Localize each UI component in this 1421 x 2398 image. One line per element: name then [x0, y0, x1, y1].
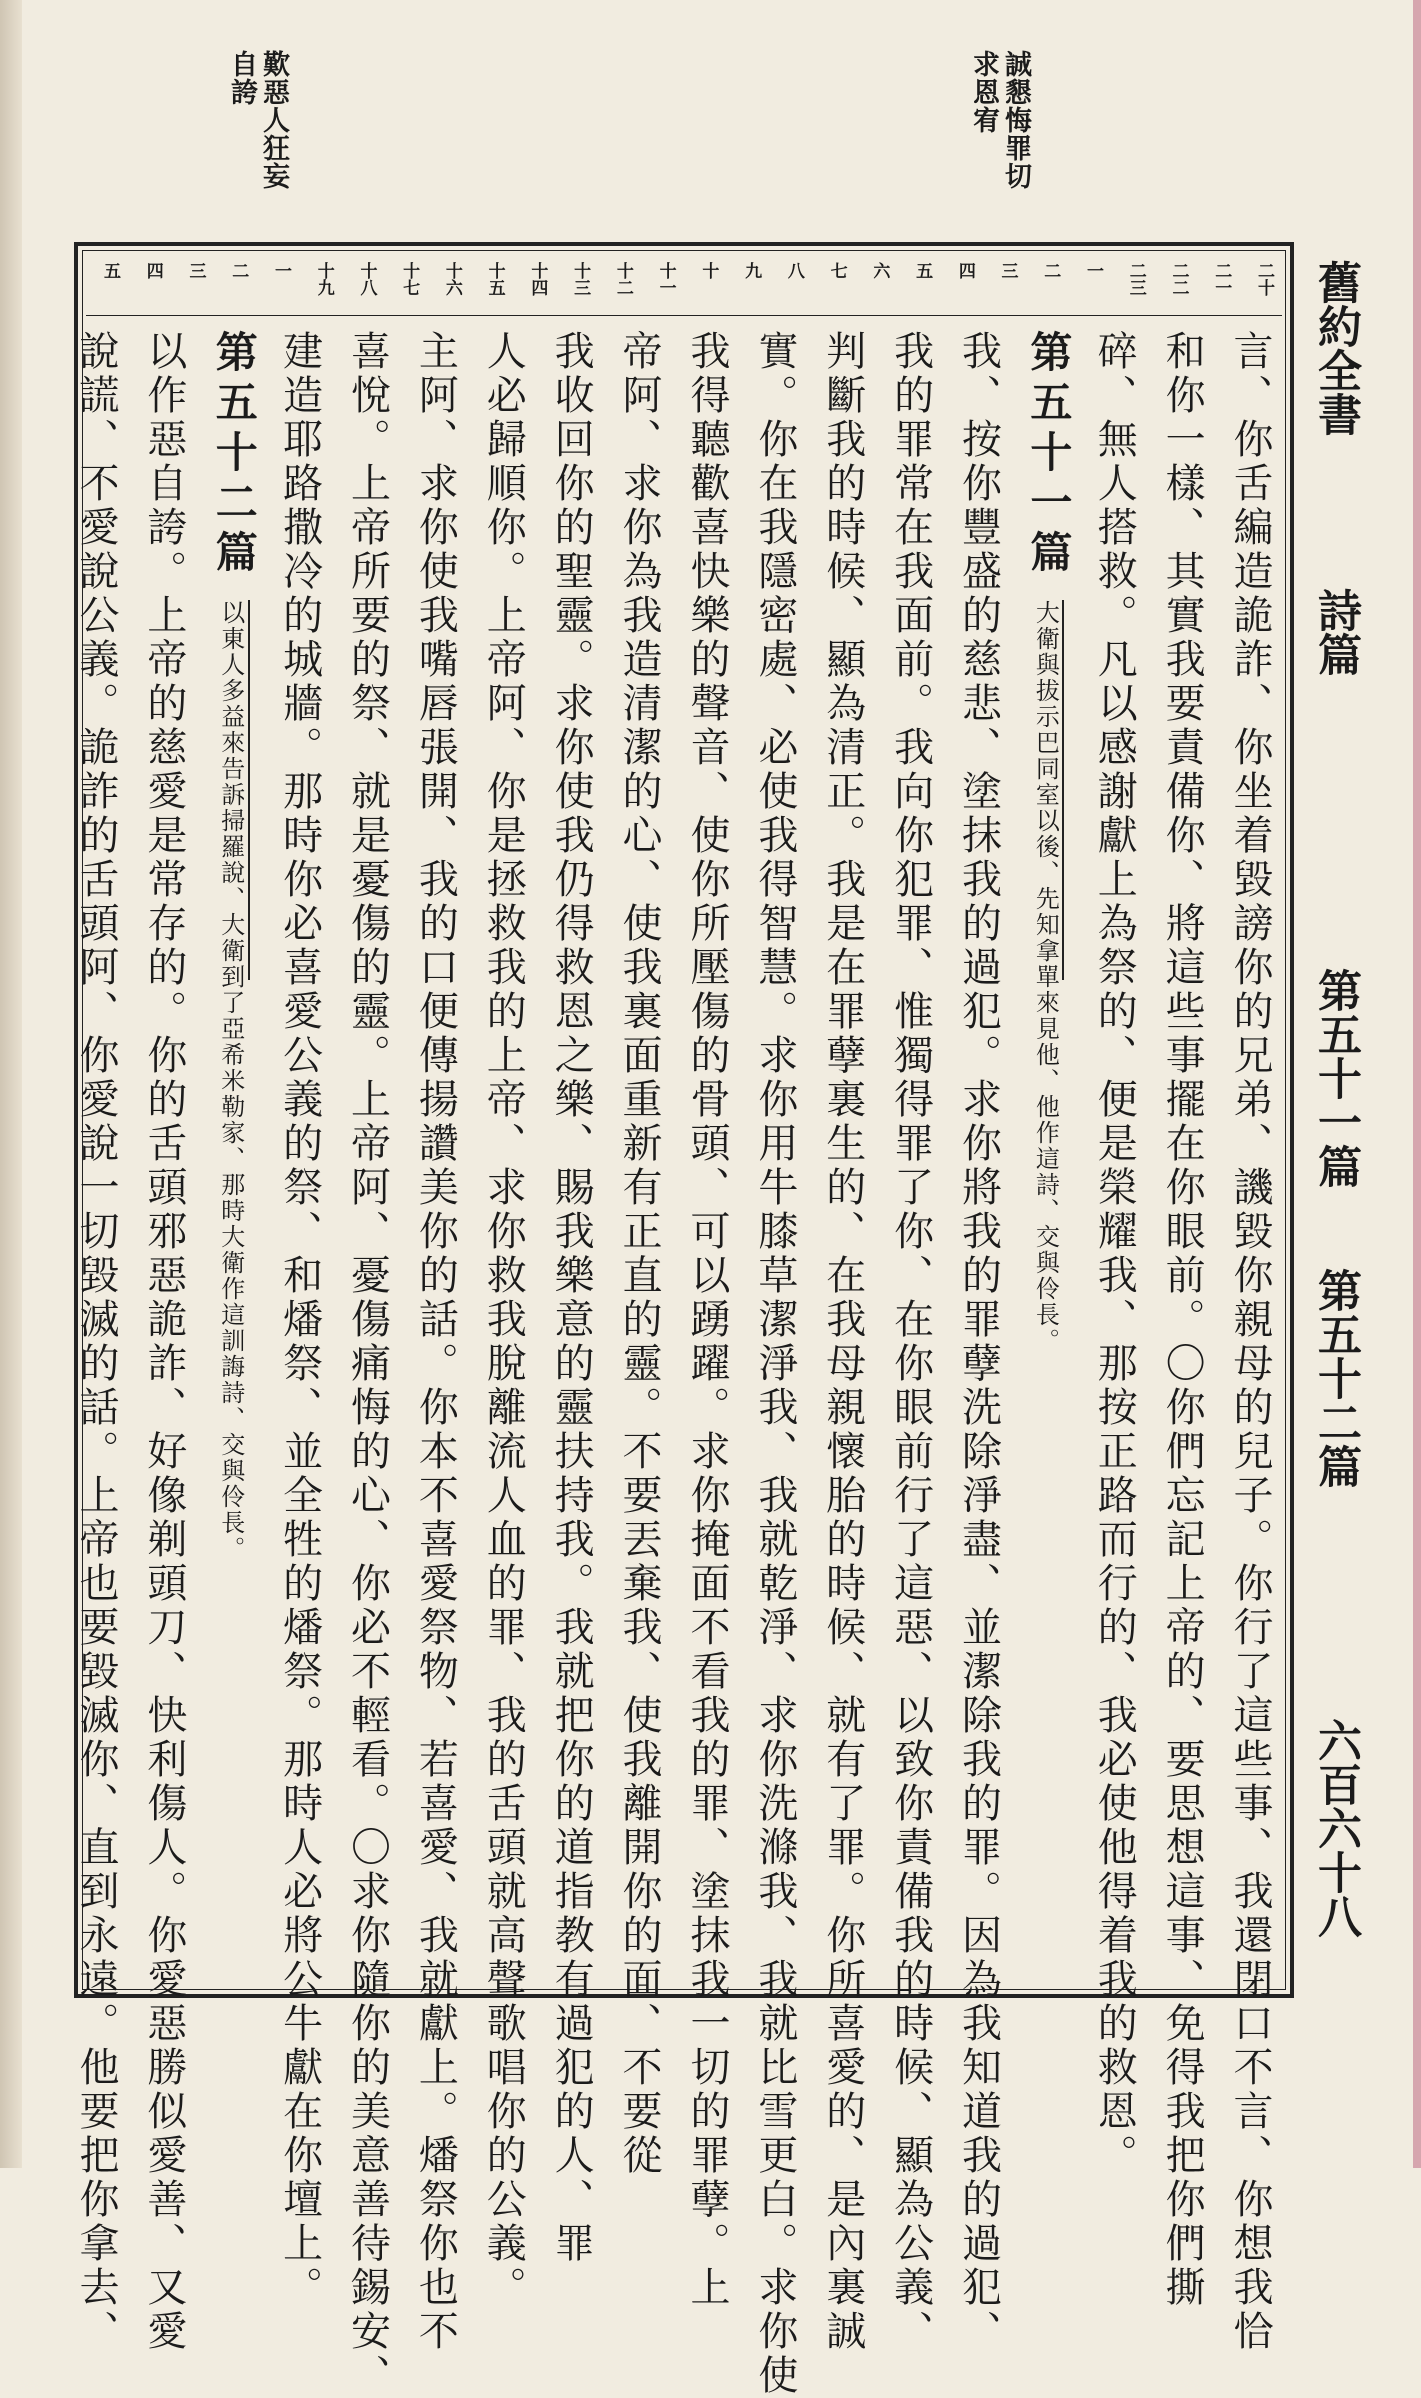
scripture-column: 主阿、求你使我嘴唇張開、我的口便傳揚讚美你的話。你本不喜愛祭物、若喜愛、我就獻上。燔祭你也不 — [412, 330, 459, 2354]
scripture-column: 說謊、不愛說公義。詭詐的舌頭阿、你愛說一切毀滅的話。上帝也要毀滅你、直到永遠。他要把你拿去、 — [73, 330, 119, 2354]
verse-number: 四 — [954, 262, 975, 279]
verse-number: 十四 — [527, 262, 548, 296]
book-name: 詩篇 — [1310, 588, 1361, 676]
verse-number: 十一 — [655, 262, 676, 296]
chapter-range-end: 第五十二篇 — [1310, 1268, 1361, 1488]
verse-number: 三 — [185, 262, 206, 279]
superscription-rule — [1062, 600, 1064, 980]
verse-number: 十九 — [313, 262, 334, 296]
verse-number: 十八 — [356, 262, 377, 296]
psalm-superscription: 大衛與拔示巴同室以後、先知拿單來見他、他作這詩、交與伶長。 — [1031, 600, 1060, 1354]
verse-number: 二十 — [1254, 262, 1274, 296]
verse-number: 二二 — [1168, 262, 1189, 296]
margin-note-line: 求恩宥 — [968, 50, 999, 134]
verse-number: 二 — [228, 262, 249, 279]
book-title: 舊約全書 — [1310, 260, 1361, 436]
psalm-superscription: 以東人多益來告訴掃羅說、大衛到了亞希米勒家、那時大衛作這訓誨詩、交與伶長。 — [216, 600, 245, 1562]
margin-note-psalm-51-line2 — [968, 50, 998, 134]
page-edge — [1413, 0, 1421, 2168]
verse-number: 六 — [869, 262, 890, 279]
scripture-column: 以作惡自誇。上帝的慈愛是常存的。你的舌頭邪惡詭詐、好像剃頭刀、快利傷人。你愛惡勝似愛善、又愛 — [140, 330, 187, 2354]
scripture-column: 人必歸順你。上帝阿、你是拯救我的上帝、求你救我脫離流人血的罪、我的舌頭就高聲歌唱你的公義。 — [480, 330, 527, 2310]
scripture-column: 判斷我的時候、顯為清正。我是在罪孽裏生的、在我母親懷胎的時候、就有了罪。你所喜愛的、是內裏誠 — [819, 330, 866, 2354]
superscription-rule — [248, 600, 250, 980]
scripture-column: 我得聽歡喜快樂的聲音、使你所壓傷的骨頭、可以踴躍。求你掩面不看我的罪、塗抹我一切的罪孽。上 — [683, 330, 730, 2310]
page-gutter — [0, 0, 22, 2168]
scripture-column: 我收回你的聖靈。求你使我仍得救恩之樂、賜我樂意的靈扶持我。我就把你的道指教有過犯的人、罪 — [548, 330, 595, 2266]
verse-number: 十七 — [399, 262, 420, 296]
psalm-heading: 第五十一篇 — [1024, 330, 1074, 580]
verse-number: 十二 — [612, 262, 633, 296]
verse-number: 二一 — [1211, 262, 1232, 296]
scripture-column: 我、按你豐盛的慈悲、塗抹我的過犯。求你將我的罪孽洗除淨盡、並潔除我的罪。因為我知道我的過犯、 — [955, 330, 1002, 2354]
scripture-column: 我的罪常在我面前。我向你犯罪、惟獨得罪了你、在你眼前行了這惡、以致你責備我的時候、顯為公義、 — [887, 330, 934, 2354]
scripture-column: 和你一樣、其實我要責備你、將這些事擺在你眼前。〇你們忘記上帝的、要思想這事、免得我把你們撕 — [1159, 330, 1206, 2310]
chapter-range-start: 第五十一篇 — [1310, 968, 1361, 1188]
margin-note-psalm-51 — [1000, 50, 1030, 190]
margin-note-line: 誠懇悔罪切 — [1000, 50, 1031, 190]
margin-note-line: 自誇 — [226, 50, 257, 106]
verse-number: 五 — [100, 262, 120, 279]
psalm-heading: 第五十二篇 — [209, 330, 259, 580]
margin-note-line: 歎惡人狂妄 — [258, 50, 289, 190]
verse-number: 一 — [1083, 262, 1104, 279]
verse-number: 十 — [698, 262, 719, 279]
verse-number: 二三 — [1125, 262, 1146, 296]
scripture-column: 實。你在我隱密處、必使我得智慧。求你用牛膝草潔淨我、我就乾淨、求你洗滌我、我就比雪更白。求你使 — [751, 330, 798, 2398]
verse-number: 十五 — [484, 262, 505, 296]
verse-number: 八 — [783, 262, 804, 279]
verse-number: 二 — [1040, 262, 1061, 279]
verse-number: 三 — [997, 262, 1018, 279]
scripture-column: 喜悅。上帝所要的祭、就是憂傷的靈。上帝阿、憂傷痛悔的心、你必不輕看。〇求你隨你的美意善待錫安、 — [344, 330, 391, 2398]
verse-number: 五 — [912, 262, 933, 279]
scripture-column: 言、你舌編造詭詐、你坐着毀謗你的兄弟、譏毀你親母的兒子。你行了這些事、我還閉口不言、你想我恰 — [1227, 330, 1273, 2354]
verse-number: 七 — [826, 262, 847, 279]
scripture-column: 帝阿、求你為我造清潔的心、使我裏面重新有正直的靈。不要丟棄我、使我離開你的面、不要從 — [616, 330, 663, 2178]
verse-number: 九 — [741, 262, 762, 279]
verse-number: 一 — [270, 262, 291, 279]
verse-number: 四 — [142, 262, 163, 279]
margin-note-psalm-52 — [258, 50, 288, 190]
scripture-column: 碎、無人搭救。凡以感謝獻上為祭的、便是榮耀我、那按正路而行的、我必使他得着我的救恩。 — [1091, 330, 1138, 2178]
page-number: 六百六十八 — [1310, 1718, 1361, 1938]
verse-number: 十六 — [441, 262, 462, 296]
margin-note-psalm-52-line2 — [226, 50, 256, 106]
verse-number: 十三 — [570, 262, 591, 296]
scripture-column: 建造耶路撒冷的城牆。那時你必喜愛公義的祭、和燔祭、並全牲的燔祭。那時人必將公牛獻在你壇上。 — [276, 330, 323, 2310]
